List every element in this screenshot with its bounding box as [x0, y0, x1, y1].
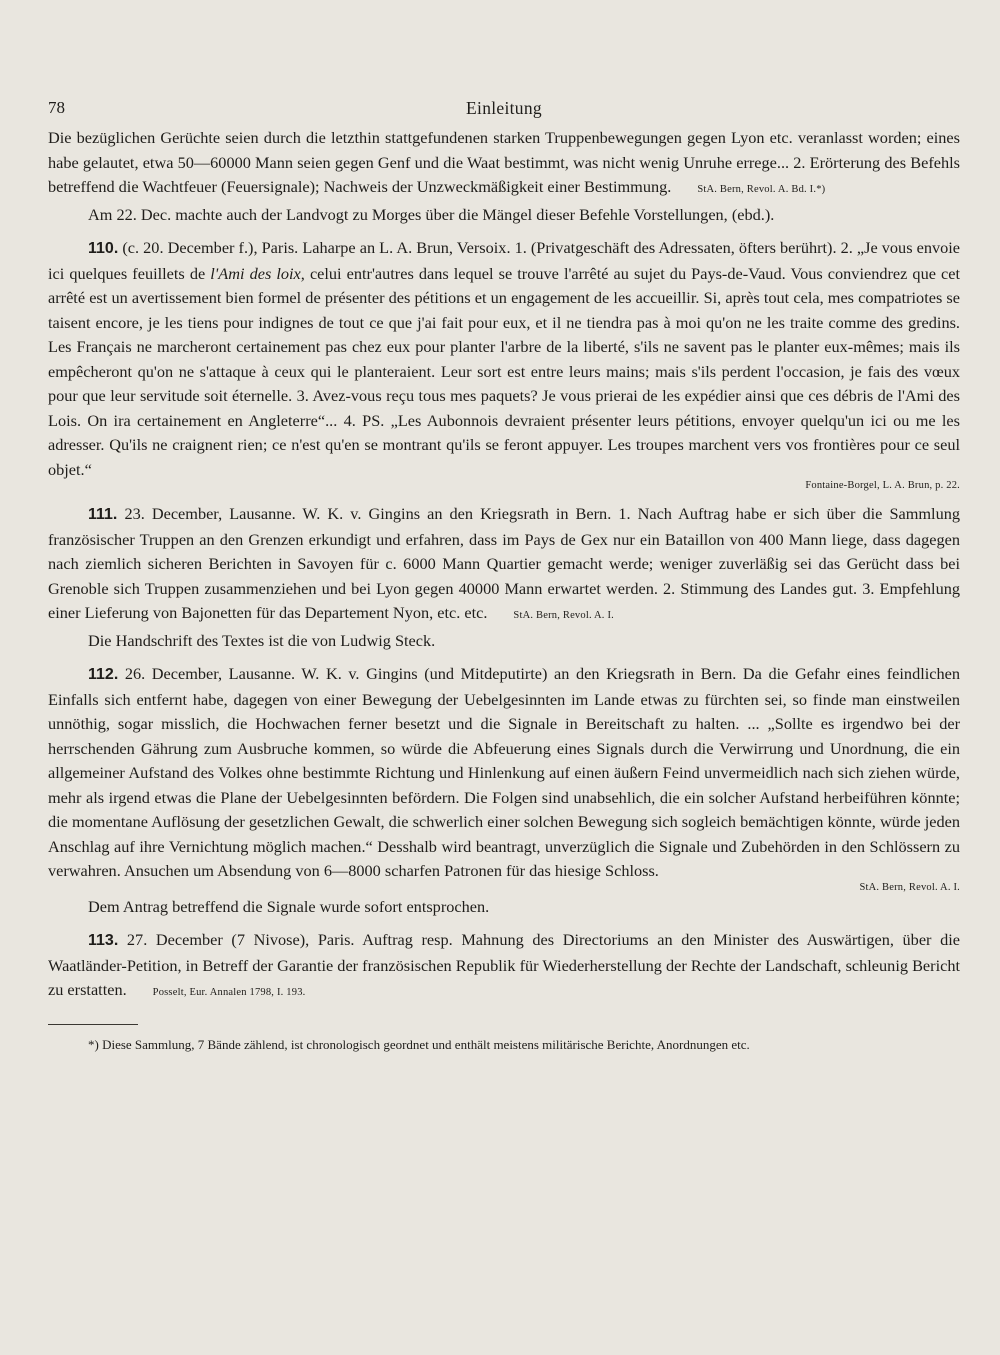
entry-112 [48, 662, 960, 884]
footnote-divider [48, 1024, 138, 1025]
entry-italic-title: l'Ami des loix, [210, 263, 305, 283]
document-page [48, 92, 960, 1055]
entry-text-continued: celui entr'autres dans lequel se trouve l'arrêté au sujet du Pays-de-Vaud. Vous conviendrez que cet arrêté est un avertissement bien formel de présenter des pétitions et un engagement de les accueillir. Si, après tout cela, mes compatriotes se taisent encore, je les tiens pour indignes de tout ce que j'ai fait pour eux, et il ne tiendra pas à moi qu'on ne les traite comme des gredins. Les Français ne marcheront certainement pas chez eux pour planter l'arbre de la liberté, s'ils ne savent pas le planter eux-mêmes; mais ils empêcheront qu'on ne s'attaque à ceux qui le planteraient. Leur sort est entre leurs mains; mais s'ils perdent l'occasion, je fais des vœux pour que leur servitude soit éternelle. 3. Avez-vous reçu tous mes paquets? Je vous prierai de les expédier ainsi que ces débris de l'Ami des Lois. On ira certainement en Angleterre“... 4. PS. „Les Aubonnois devraient présenter leurs pétitions, envoyer quelqu'un ici ou me les adresser. Qu'ils ne craignent rien; ce n'est qu'en se montrant qu'ils se feront appuyer. Les troupes marchent vers vos frontières pour ce seul objet.“ [48, 263, 960, 479]
entry-number: 113. [88, 932, 119, 949]
footnote: *) Diese Sammlung, 7 Bände zählend, ist chronologisch geordnet und enthält meistens militärische Berichte, Anordnungen etc. [88, 1036, 750, 1052]
running-title: Einleitung [466, 98, 542, 118]
entry-text: 27. December (7 Nivose), Paris. Auftrag resp. Mahnung des Directoriums an den Minister des Auswärtigen, über die Waatländer-Petition, in Betreff der Garantie der französischen Republik für Wiederherstellung der Rechte der Landschaft, schleunig Bericht zu erstatten. [48, 930, 960, 999]
entry-110 [48, 236, 960, 482]
page-header [48, 92, 960, 126]
entry-111-note: Die Handschrift des Textes ist die von Ludwig Steck. [88, 630, 436, 650]
entry-number: 111. [88, 506, 118, 523]
entry-112-note: Dem Antrag betreffend die Signale wurde sofort entsprochen. [88, 896, 490, 916]
page-number: 78 [48, 98, 65, 117]
entry-111 [48, 502, 960, 629]
entry-text: 23. December, Lausanne. W. K. v. Gingins an den Kriegsrath in Bern. 1. Nach Auftrag habe er sich über die Sammlung französischer Truppen an den Grenzen erkundigt und erfahren, dass im Pays de Gex nur ein Bataillon von 400 Mann liege, dass dagegen nach ziemlich sicheren Berichten in Savoyen für c. 6000 Mann Quartier gemacht werde; weniger zuverläßig sei das Gerücht dass bei Grenoble sich Truppen zusammenziehen und bei Lyon gegen 40000 Mann erwartet werden. 2. Stimmung des Landes gut. 3. Empfehlung einer Lieferung von Bajonetten für das Departement Nyon, etc. etc. [48, 504, 961, 622]
entry-number: 110. [88, 240, 119, 257]
entry-text: (c. 20. December f.), Paris. Laharpe an L. A. Brun, Versoix. 1. (Privatgeschäft des Adressaten, öfters berührt). 2. „Je vous envoie ici quelques feuillets de [48, 238, 961, 283]
intro-paragraph [48, 126, 960, 203]
intro-text: Die bezüglichen Gerüchte seien durch die letzthin stattgefundenen starken Truppenbewegungen gegen Lyon etc. veranlasst worden; eines habe gelautet, etwa 50—60000 Mann seien gegen Genf und die Waat bestimmt, was nicht wenig Unruhe errege... 2. Erörterung des Befehls betreffend die Wachtfeuer (Feuersignale); Nachweis der Unzweckmäßigkeit einer Bestimmung. [48, 128, 960, 196]
intro-note: Am 22. Dec. machte auch der Landvogt zu Morges über die Mängel dieser Befehle Vorstellungen, (ebd.). [88, 204, 775, 224]
entry-111-source: StA. Bern, Revol. A. I. [513, 610, 614, 621]
entry-113 [48, 928, 960, 1006]
intro-source: StA. Bern, Revol. A. Bd. I.*) [697, 184, 826, 195]
entry-113-source: Posselt, Eur. Annalen 1798, I. 193. [152, 987, 306, 998]
entry-110-source: Fontaine-Borgel, L. A. Brun, p. 22. [805, 480, 960, 491]
entry-112-source: StA. Bern, Revol. A. I. [859, 881, 960, 893]
entry-text: 26. December, Lausanne. W. K. v. Gingins (und Mitdeputirte) an den Kriegsrath in Bern. Da die Gefahr eines feindlichen Einfalls sich entfernt habe, dagegen von einer Bewegung der Uebelgesinnten im Lande etwas zu fürchten sei, so finde man einstweilen unnöthig, sogar misslich, die Hochwachen ferner besetzt und die Signale in Bereitschaft zu halten. ... „Sollte es irgendwo bei der herrschenden Gährung zum Ausbruche kommen, so würde die Abfeuerung eines Signals durch die Verwirrung und Unordnung, die ein allgemeiner Aufstand des Volkes ohne bestimmte Richtung und Hinlenkung auf einen äußern Feind unvermeidlich nach sich ziehen würde, mehr als irgend etwas die Plane der Uebelgesinnten befördern. Die Folgen sind unabsehlich, die ein solcher Aufstand herbeiführen könnte; die momentane Auflösung der gesetzlichen Gewalt, die schwerlich einer solchen Bewegung sich sogleich bemächtigen könnte, würde jeden Anschlag auf ihre Vernichtung möglich machen.“ Desshalb wird beantragt, unverzüglich die Signale und Zubehörden in den Schlössern zu verwahren. Ansuchen um Absendung von 6—8000 scharfen Patronen für das hiesige Schloss. [48, 664, 960, 880]
entry-number: 112. [88, 666, 119, 683]
